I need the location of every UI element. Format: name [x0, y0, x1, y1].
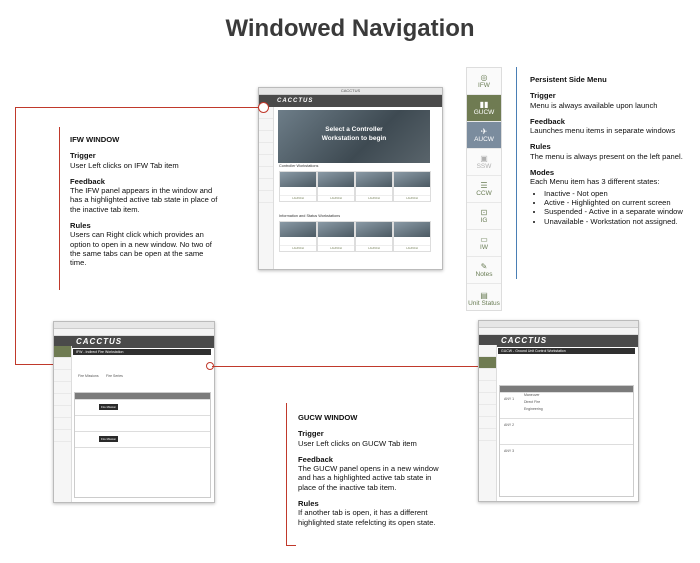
workstation-card[interactable]: LAUNCH [317, 221, 355, 252]
workstation-card[interactable]: LAUNCH [317, 171, 355, 202]
hero-banner: Select a Controller Workstation to begin [278, 110, 430, 163]
window-side-rail [54, 346, 72, 502]
panel-title: IFW - Indirect Fire Workstation [73, 349, 211, 355]
target-icon: ◎ [480, 73, 488, 82]
tab-fire-series[interactable]: Fire Series [106, 374, 123, 378]
list-icon: ☰ [480, 181, 488, 190]
menu-item-iw[interactable]: ▭ IW [467, 230, 501, 257]
panel-title: GUCW - Ground Unit Control Workstation [498, 348, 635, 354]
menu-item-notes[interactable]: ✎ Notes [467, 257, 501, 284]
menu-item-unit-status[interactable]: ▤ Unit Status [468, 291, 500, 307]
menu-item-ig[interactable]: ⊡ IG [467, 203, 501, 230]
ifw-note-bracket [59, 127, 60, 290]
gucw-table: ANY 1 Maneuver Direct Fire Engineering ANY 2 ANY 3 [499, 385, 634, 497]
notes-icon: ✎ [480, 262, 488, 271]
window-titlebar: CACCTUS [259, 88, 442, 95]
ifw-window-screenshot [53, 321, 215, 503]
plane-icon: ✈ [480, 127, 488, 136]
persistent-side-menu [466, 67, 502, 311]
screen-icon: ▣ [480, 154, 488, 163]
connector-line [15, 107, 258, 108]
truck-icon: ▮▮ [479, 100, 489, 109]
gucw-note-bracket [286, 545, 296, 546]
workstation-card[interactable]: LAUNCH [279, 171, 317, 202]
main-window-screenshot [258, 87, 443, 270]
menu-note: Persistent Side Menu Trigger Menu is always available upon launch Feedback Launches menu items in separate windows Rules The menu is always present on the left panel. Modes Each Menu item has 3 different states: • Inactive - Not open • Active - Highlighted on current screen • Suspended - Active in a separate window • Unavailable - Workstation not assigned. [530, 75, 698, 226]
controller-workstations-label: Controller Workstations [279, 164, 319, 168]
fire-mission-button[interactable]: Fire Mission [101, 405, 117, 409]
status-icon: ▤ [480, 291, 488, 300]
gucw-window-screenshot [478, 320, 639, 502]
fire-mission-button[interactable]: Fire Mission [101, 437, 117, 441]
tab-fire-missions[interactable]: Fire Missions [78, 374, 99, 378]
page-title: Windowed Navigation [225, 15, 475, 42]
ifw-note: IFW WINDOW Trigger User Left clicks on IFW Tab item Feedback The IFW panel appears in the window and has a highlighted active tab state in place of the inactive tab item. Rules Users can Right click which provides an option to open in a new window. No two of the same tabs can be open at the same time. [70, 135, 218, 268]
menu-item-gucw[interactable]: ▮▮ GUCW [467, 95, 501, 122]
workstation-card[interactable]: LAUNCH [355, 221, 393, 252]
fire-missions-table [74, 392, 211, 498]
workstation-card[interactable]: LAUNCH [393, 221, 431, 252]
window-side-rail [259, 107, 274, 269]
focus-icon: ⊡ [480, 208, 488, 217]
workstation-card[interactable]: LAUNCH [279, 221, 317, 252]
menu-item-ssw[interactable]: ▣ SSW [467, 149, 501, 176]
menu-item-ccw[interactable]: ☰ CCW [467, 176, 501, 203]
app-brand: CACCTUS [479, 335, 638, 347]
gucw-note-bracket [286, 403, 287, 546]
window-side-rail [479, 345, 497, 501]
info-workstations-label: Information and Status Workstations [279, 214, 341, 218]
connector-line [15, 364, 55, 365]
app-brand: CACCTUS [54, 336, 214, 348]
connector-line [212, 366, 480, 367]
menu-item-ifw[interactable]: ◎ IFW [467, 68, 501, 95]
connector-line [15, 107, 16, 364]
menu-item-aucw[interactable]: ✈ AUCW [467, 122, 501, 149]
window-icon: ▭ [480, 235, 488, 244]
menu-note-bracket [516, 67, 517, 279]
workstation-card[interactable]: LAUNCH [355, 171, 393, 202]
workstation-card[interactable]: LAUNCH [393, 171, 431, 202]
callout-marker [258, 102, 269, 113]
gucw-note: GUCW WINDOW Trigger User Left clicks on GUCW Tab item Feedback The GUCW panel opens in a new window and has a highlighted active tab state in place of the inactive tab item. Rules If another tab is open, it has a different highlighted state refelcting its open state. [298, 413, 439, 527]
app-brand: CACCTUS [259, 95, 442, 107]
